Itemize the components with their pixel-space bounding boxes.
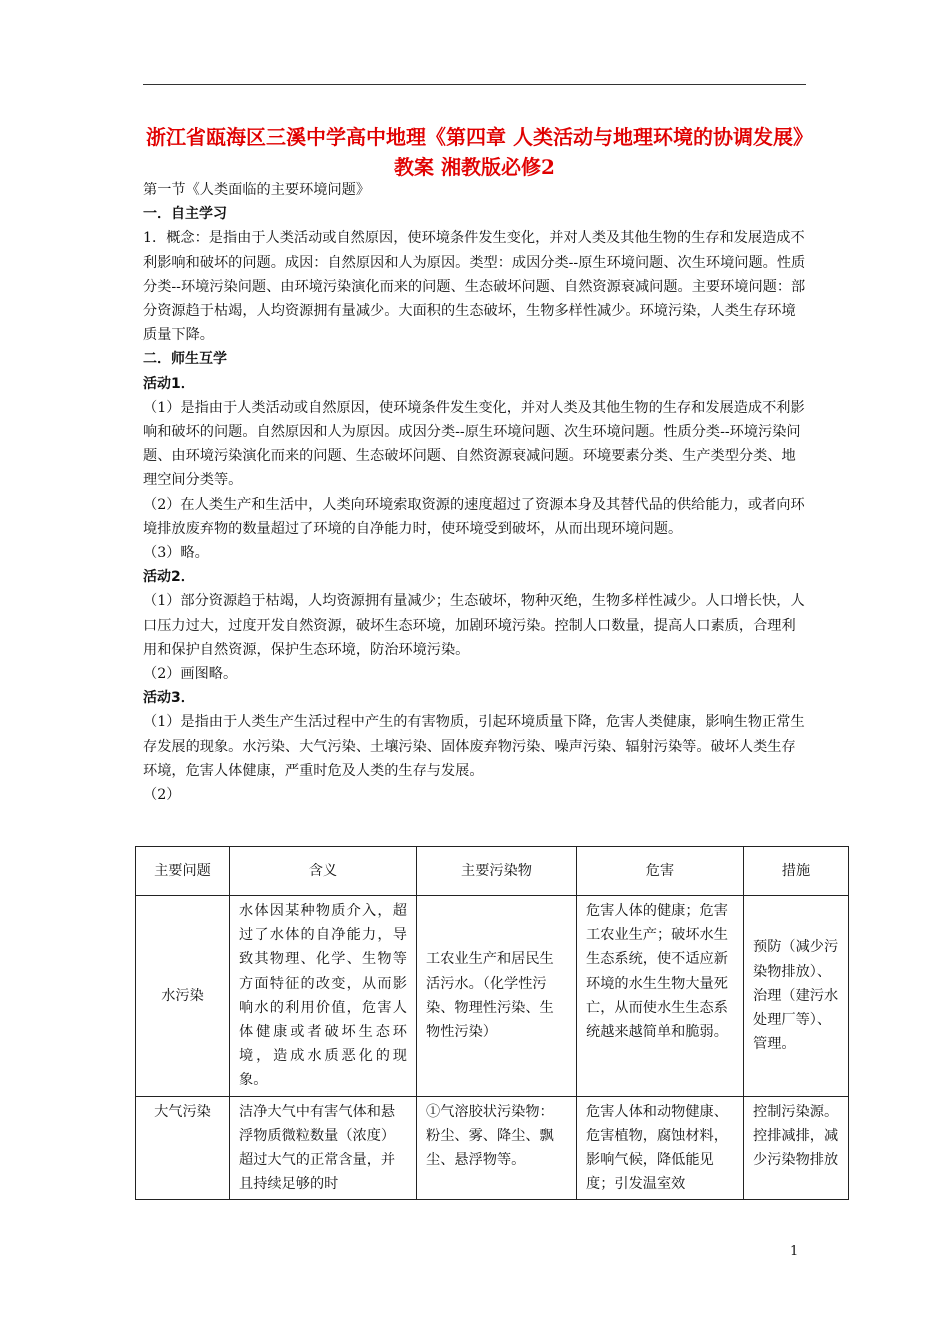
table-row: [136, 896, 849, 1097]
table-cell: 控制污染源。控排减排，减少污染物排放: [744, 1096, 849, 1200]
table-header-cell: 主要污染物: [417, 847, 577, 896]
table-cell: 工农业生产和居民生活污水。（化学性污染、物理性污染、生物性污染）: [417, 896, 577, 1097]
activity-3-item-2: （2）: [143, 787, 181, 804]
activity-3-item-1: （1）是指由于人类生产生活过程中产生的有害物质，引起环境质量下降，危害人类健康，影响生物正常生存发展的现象。水污染、大气污染、土壤污染、固体废弃物污染、噪声污染、辐射污染等。破坏人类生存环境，危害人体健康，严重时危及人类的生存与发展。: [143, 714, 805, 779]
activity-2-item-2: （2）画图略。: [143, 666, 238, 683]
table-row: [136, 1096, 849, 1200]
table-header-cell: 措施: [744, 847, 849, 896]
activity-1-item-1: （1）是指由于人类活动或自然原因，使环境条件发生变化，并对人类及其他生物的生存和发展造成不利影响和破坏的问题。自然原因和人为原因。成因分类--原生环境问题、次生环境问题。性质分类--环境污染问题、由环境污染演化而来的问题、生态破坏问题、自然资源衰减问题。环境要素分类、生产类型分类、地理空间分类等。: [143, 399, 805, 489]
activity-2-item-1: （1）部分资源趋于枯竭，人均资源拥有量减少；生态破坏，物种灭绝，生物多样性减少。人口增长快，人口压力过大，过度开发自然资源，破坏生态环境，加剧环境污染。控制人口数量，提高人口素质，合理利用和保护自然资源，保护生态环境，防治环境污染。: [143, 593, 805, 658]
table-cell: 水体因某种物质介入，超过了水体的自净能力，导致其物理、化学、生物等方面特征的改变，从而影响水的利用价值，危害人体健康或者破坏生态环境，造成水质恶化的现象。: [230, 896, 417, 1097]
table-header-cell: 含义: [230, 847, 417, 896]
header-rule: [143, 84, 806, 85]
activity-3-heading: 活动3．: [143, 690, 195, 707]
table-cell: 危害人体的健康；危害工农业生产；破坏水生生态系统，使不适应新环境的水生生物大量死亡，从而使水生生态系统越来越简单和脆弱。: [577, 896, 744, 1097]
part2-heading: 二．师生互学: [143, 351, 227, 368]
activity-1-item-3: （3）略。: [143, 545, 209, 562]
document-body: [143, 178, 806, 807]
table-cell: 水污染: [136, 896, 230, 1097]
activity-1-heading: 活动1．: [143, 375, 195, 392]
pollution-table: [135, 846, 849, 1200]
page-number: 1: [790, 1244, 799, 1259]
table-cell: ①气溶胶状污染物：粉尘、雾、降尘、飘尘、悬浮物等。: [417, 1096, 577, 1200]
table-header-cell: 主要问题: [136, 847, 230, 896]
activity-1-item-2: （2）在人类生产和生活中，人类向环境索取资源的速度超过了资源本身及其替代品的供给能力，或者向环境排放废弃物的数量超过了环境的自净能力时，使环境受到破坏，从而出现环境问题。: [143, 496, 805, 537]
table-cell: 大气污染: [136, 1096, 230, 1200]
section-title: 第一节《人类面临的主要环境问题》: [143, 182, 371, 198]
table-header-cell: 危害: [577, 847, 744, 896]
activity-2-heading: 活动2．: [143, 569, 195, 586]
table-cell: 洁净大气中有害气体和悬浮物质微粒数量（浓度）超过大气的正常含量，并且持续足够的时: [230, 1096, 417, 1200]
part1-heading: 一．自主学习: [143, 206, 227, 223]
table-header-row: [136, 847, 849, 896]
part1-text: 1．概念：是指由于人类活动或自然原因，使环境条件发生变化，并对人类及其他生物的生存和发展造成不利影响和破坏的问题。成因：自然原因和人为原因。类型：成因分类--原生环境问题、次生环境问题。性质分类--环境污染问题、由环境污染演化而来的问题、生态破坏问题、自然资源衰减问题。主要环境问题：部分资源趋于枯竭，人均资源拥有量减少。大面积的生态破坏，生物多样性减少。环境污染，人类生存环境质量下降。: [143, 230, 806, 344]
document-title: 浙江省瓯海区三溪中学高中地理《第四章 人类活动与地理环境的协调发展》教案 湘教版必修2: [146, 125, 803, 179]
table-cell: 预防（减少污染物排放）、治理（建污水处理厂等）、管理。: [744, 896, 849, 1097]
table-cell: 危害人体和动物健康、危害植物，腐蚀材料，影响气候，降低能见度；引发温室效: [577, 1096, 744, 1200]
